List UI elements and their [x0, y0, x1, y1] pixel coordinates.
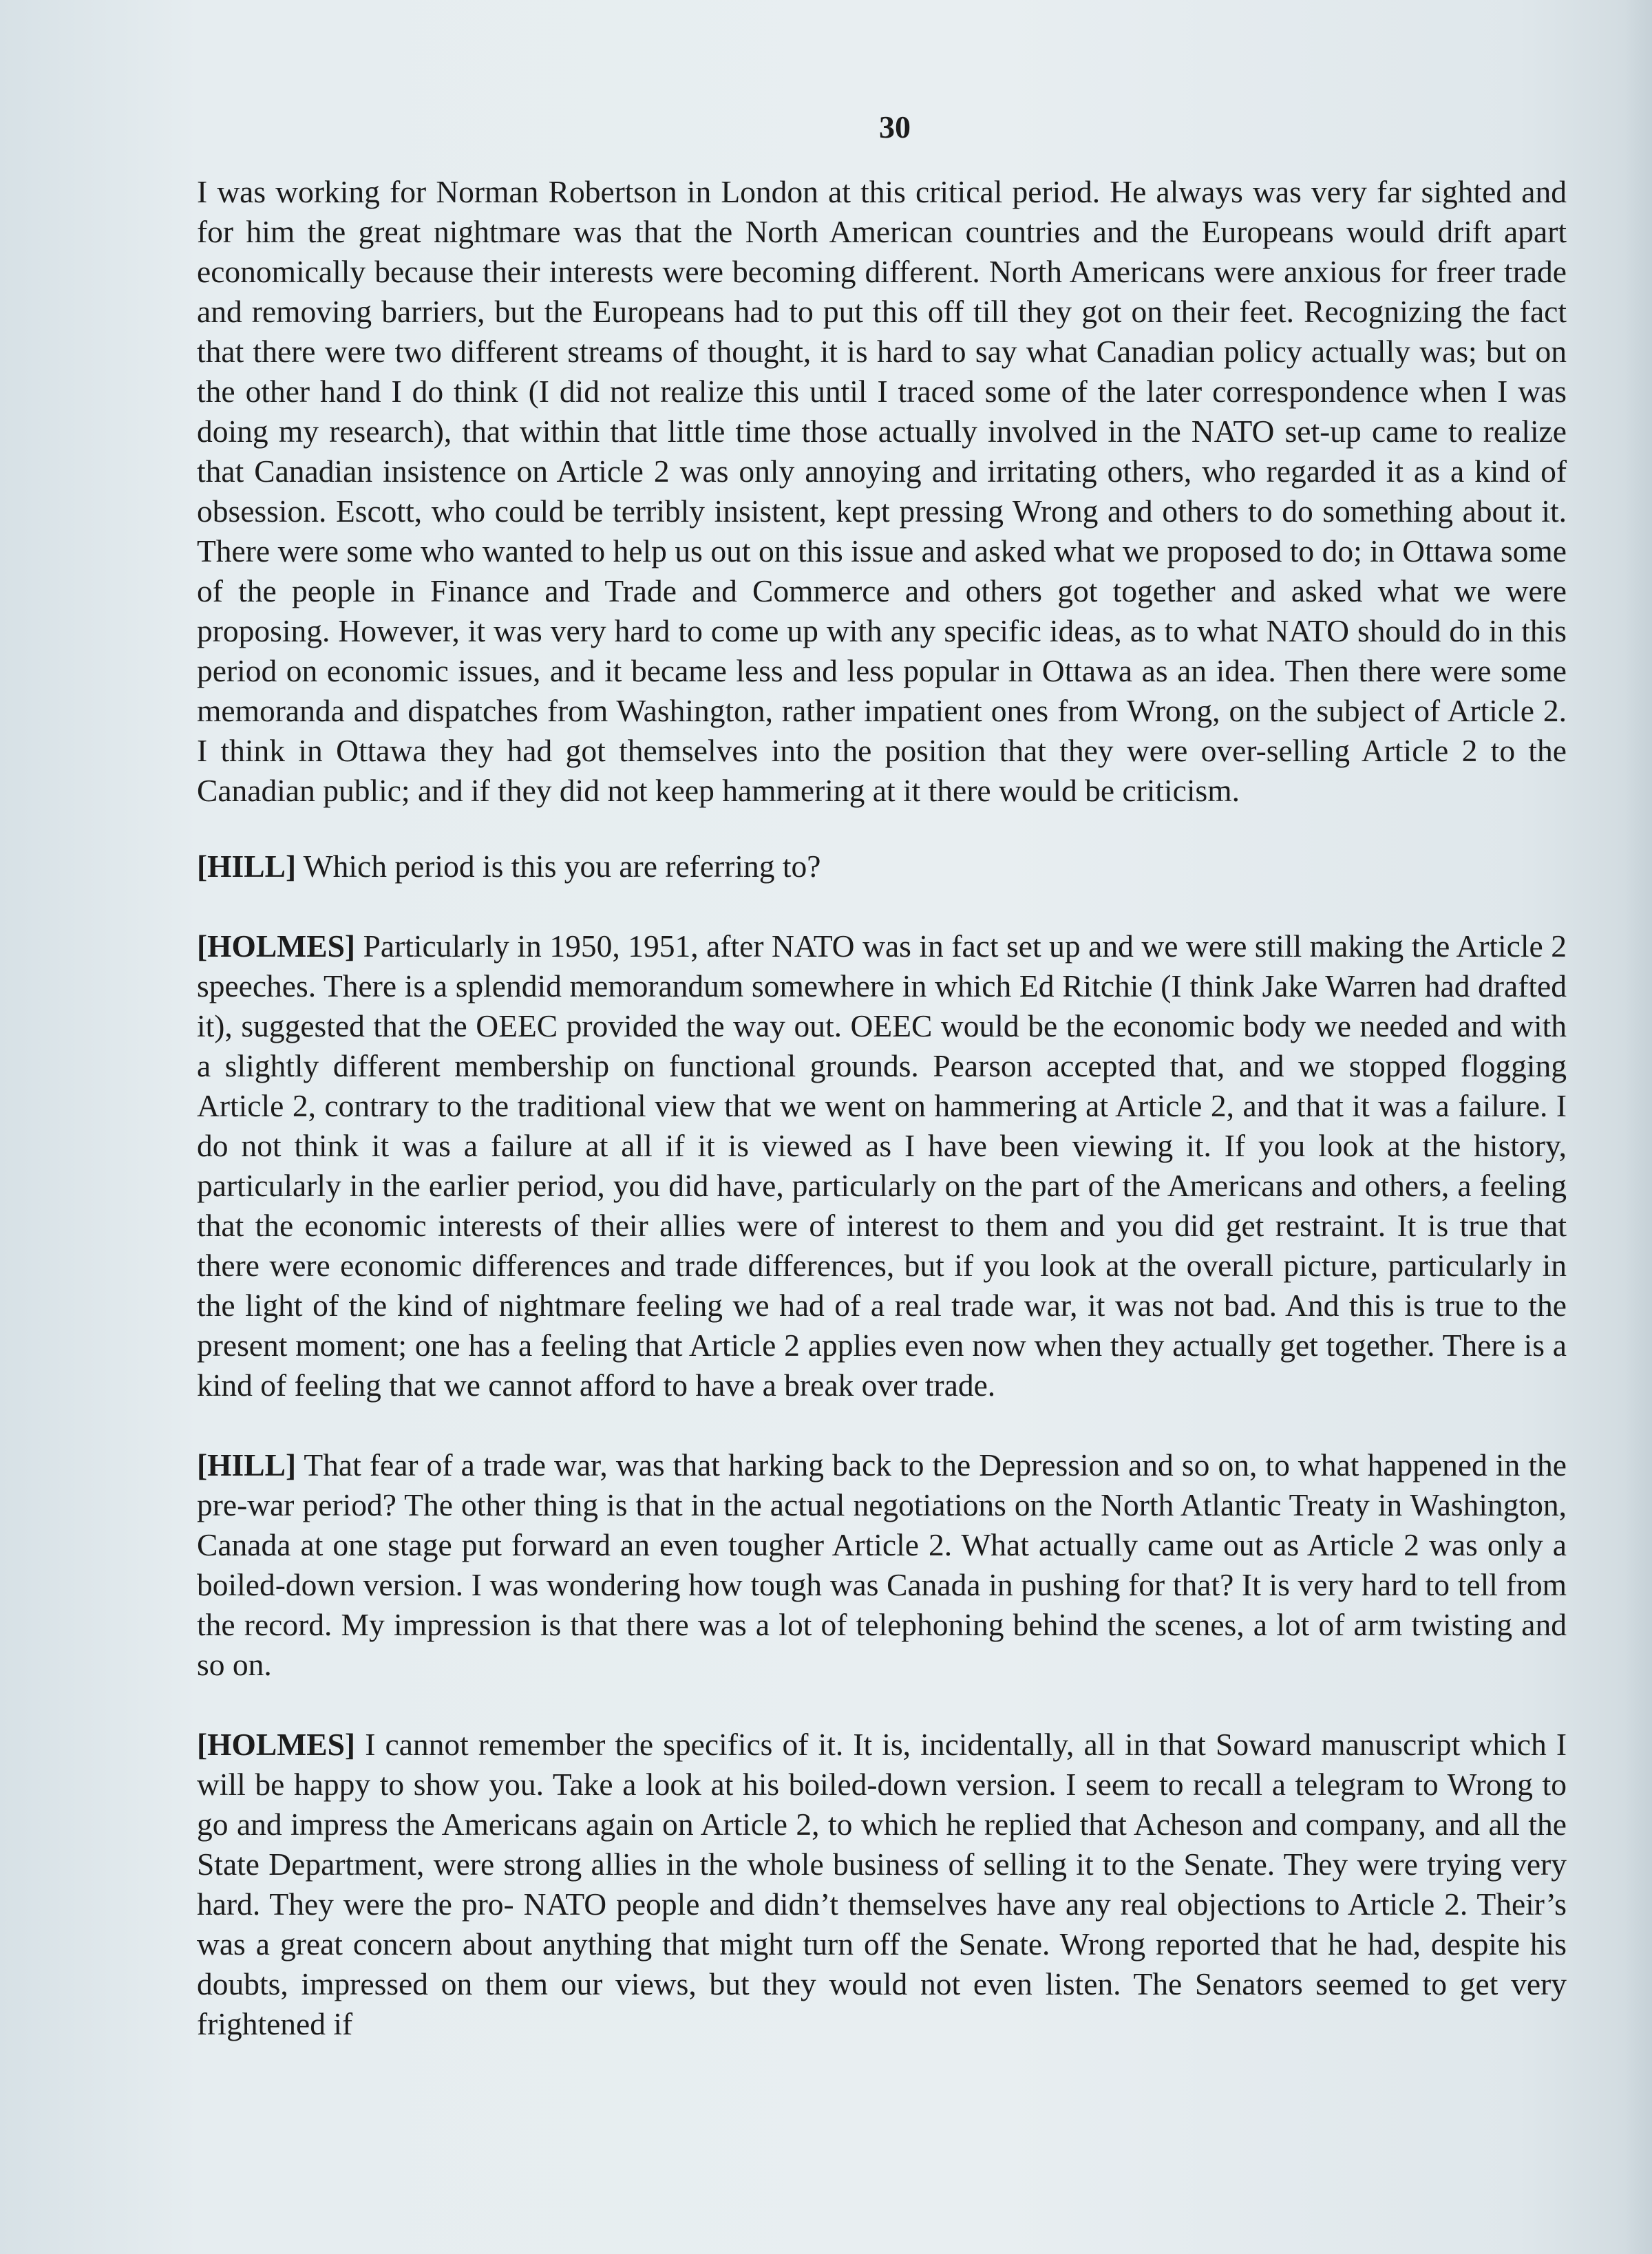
transcript-paragraph — [197, 172, 1567, 811]
paragraph-text: I cannot remember the specifics of it. It is, incidentally, all in that Soward manuscript which I will be happy to show you. Take a look at his boiled-down version. I seem to recall a telegram to Wrong to go and impress the Americans again on Article 2, to which he replied that Acheson and company, and all the State Department, were strong allies in the whole business of selling it to the Senate. They were trying very hard. They were the pro- NATO people and didn’t themselves have any real objections to Article 2. Their’s was a great concern about anything that might turn off the Senate. Wrong reported that he had, despite his doubts, impressed on them our views, but they would not even listen. The Senators seemed to get very frightened if — [197, 1727, 1567, 2041]
speaker-label: [HILL] — [197, 1447, 297, 1482]
paragraph-text: That fear of a trade war, was that harking back to the Depression and so on, to what happened in the pre-war period? The other thing is that in the actual negotiations on the North Atlantic Treaty in Washington, Canada at one stage put forward an even tougher Article 2. What actually came out as Article 2 was only a boiled-down version. I was wondering how tough was Canada in pushing for that? It is very hard to tell from the record. My impression is that there was a lot of telephoning behind the scenes, a lot of arm twisting and so on. — [197, 1447, 1567, 1682]
transcript-paragraph — [197, 1445, 1567, 1685]
transcript-paragraph — [197, 926, 1567, 1405]
paragraph-text: Which period is this you are referring to? — [303, 849, 821, 884]
paragraph-text: Particularly in 1950, 1951, after NATO was in fact set up and we were still making the Article 2 speeches. There is a splendid memorandum somewhere in which Ed Ritchie (I think Jake Warren had drafted it), suggested that the OEEC provided the way out. OEEC would be the economic body we needed and with a slightly different membership on functional grounds. Pearson accepted that, and we stopped flogging Article 2, contrary to the traditional view that we went on hammering at Article 2, and that it was a failure. I do not think it was a failure at all if it is viewed as I have been viewing it. If you look at the history, particularly in the earlier period, you did have, particularly on the part of the Americans and others, a feeling that the economic interests of their allies were of interest to them and you did get restraint. It is true that there were economic differences and trade differences, but if you look at the overall picture, particularly in the light of the kind of nightmare feeling we had of a real trade war, it was not bad. And this is true to the present moment; one has a feeling that Article 2 applies even now when they actually get together. There is a kind of feeling that we cannot afford to have a break over trade. — [197, 928, 1567, 1403]
transcript-body — [197, 172, 1567, 2084]
paragraph-text: I was working for Norman Robertson in London at this critical period. He always was very far sighted and for him the great nightmare was that the North American countries and the Europeans would drift apart economically because their interests were becoming different. North Americans were anxious for freer trade and removing barriers, but the Europeans had to put this off till they got on their feet. Recognizing the fact that there were two different streams of thought, it is hard to say what Canadian policy actually was; but on the other hand I do think (I did not realize this until I traced some of the later correspondence when I was doing my research), that within that little time those actually involved in the NATO set-up came to realize that Canadian insistence on Article 2 was only annoying and irritating others, who regarded it as a kind of obsession. Escott, who could be terribly insistent, kept pressing Wrong and others to do something about it. There were some who wanted to help us out on this issue and asked what we proposed to do; in Ottawa some of the people in Finance and Trade and Commerce and others got together and asked what we were proposing. However, it was very hard to come up with any specific ideas, as to what NATO should do in this period on economic issues, and it became less and less popular in Ottawa as an idea. Then there were some memoranda and dispatches from Washington, rather impatient ones from Wrong, on the subject of Article 2. I think in Ottawa they had got themselves into the position that they were over-selling Article 2 to the Canadian public; and if they did not keep hammering at it there would be criticism. — [197, 174, 1567, 808]
transcript-paragraph — [197, 847, 1567, 886]
speaker-label: [HILL] — [197, 849, 297, 884]
speaker-label: [HOLMES] — [197, 1727, 356, 1762]
page-number: 30 — [879, 109, 911, 145]
speaker-label: [HOLMES] — [197, 928, 356, 964]
transcript-paragraph — [197, 1725, 1567, 2044]
page-edge-shadow — [1624, 0, 1652, 2254]
